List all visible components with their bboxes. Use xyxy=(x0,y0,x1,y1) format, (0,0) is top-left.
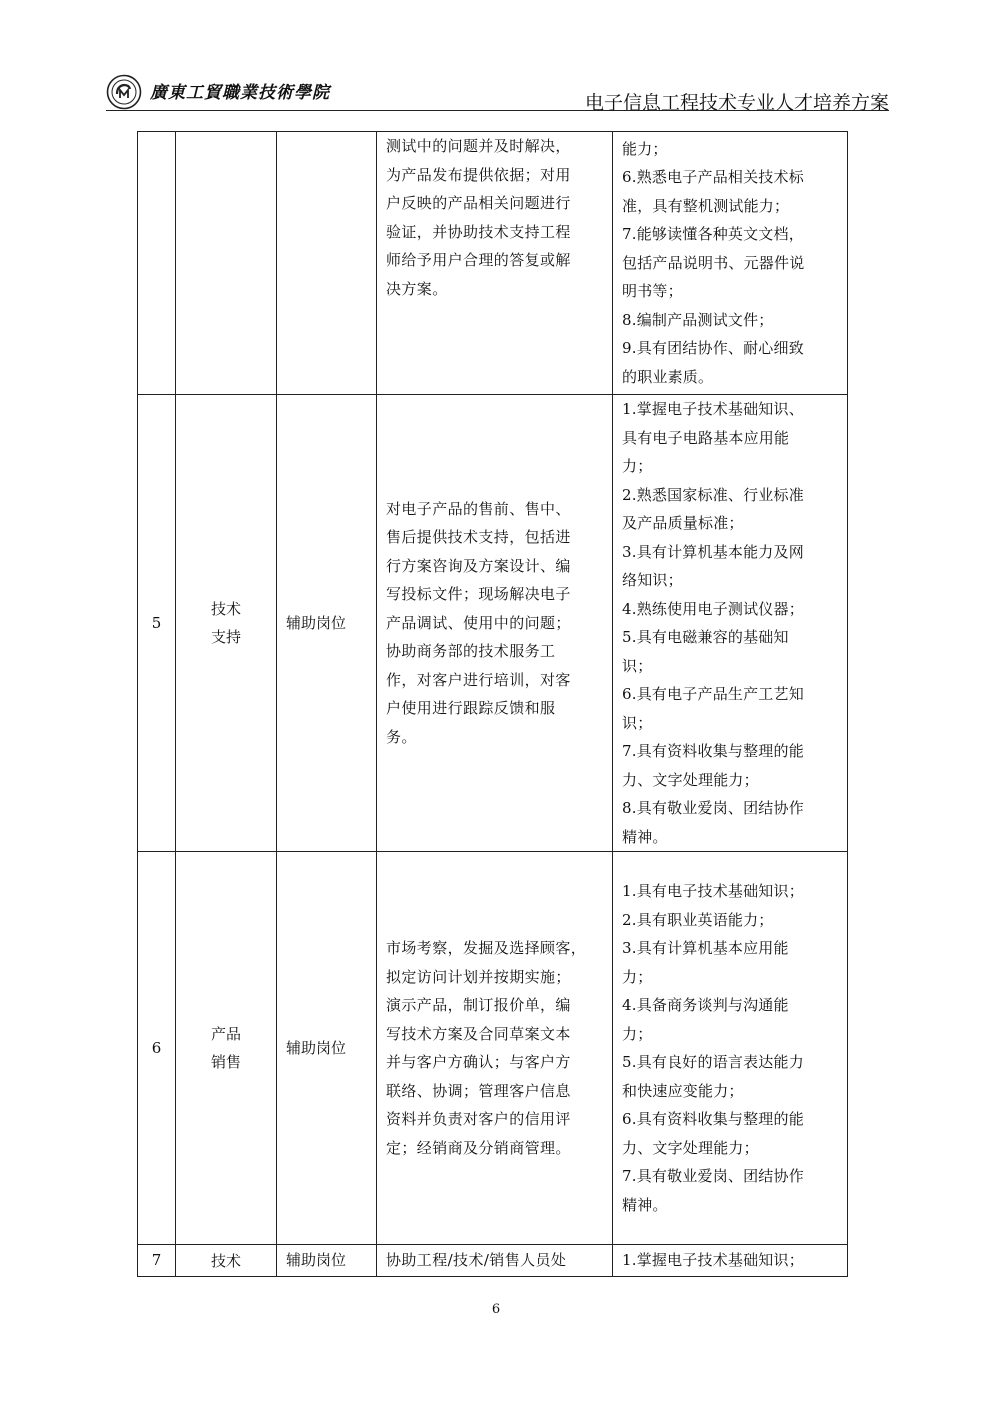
table-row xyxy=(138,852,848,1245)
job-duty-line: 户使用进行跟踪反馈和服 xyxy=(386,699,556,718)
career-position-table xyxy=(137,131,848,1277)
table-row xyxy=(138,132,848,395)
job-duty-line: 作，对客户进行培训，对客 xyxy=(386,670,571,689)
job-duty-line: 写技术方案及合同草案文本 xyxy=(386,1024,571,1043)
position-type-cell: 辅助岗位 xyxy=(277,852,377,1245)
row-number-cell xyxy=(138,132,176,395)
ability-requirement-line: 准，具有整机测试能力； xyxy=(622,196,790,215)
ability-requirement-line: 2.熟悉国家标准、行业标准 xyxy=(622,485,804,504)
ability-requirement-line: 6.具有资料收集与整理的能 xyxy=(622,1110,804,1128)
job-duty-line: 对电子产品的售前、售中、 xyxy=(386,499,571,518)
job-duty-line: 行方案咨询及方案设计、编 xyxy=(386,556,571,575)
position-name-line: 支持 xyxy=(210,628,241,646)
ability-requirement-line: 精神。 xyxy=(622,827,668,846)
job-duty-line: 联络、协调；管理客户信息 xyxy=(386,1081,571,1100)
ability-requirement-line: 力； xyxy=(622,1024,653,1043)
job-duty-line: 售后提供技术支持，包括进 xyxy=(386,528,571,547)
ability-requirement-line: 力； xyxy=(622,967,653,986)
ability-requirement-line: 8.具有敬业爱岗、团结协作 xyxy=(622,799,804,817)
ability-requirement-line: 8.编制产品测试文件； xyxy=(622,310,774,329)
page-number: 6 xyxy=(491,1302,501,1317)
ability-requirement-line: 明书等； xyxy=(622,282,683,301)
ability-requirement-line: 能力； xyxy=(622,139,668,158)
document-title: 电子信息工程技术专业人才培养方案 xyxy=(584,92,889,114)
ability-requirement-line: 7.能够读懂各种英文文档， xyxy=(622,225,804,244)
ability-requirement-cell xyxy=(613,852,848,1245)
ability-requirement-line: 力、文字处理能力； xyxy=(622,1138,759,1157)
ability-requirement-line: 络知识； xyxy=(622,571,683,589)
job-duty-line: 户反映的产品相关问题进行 xyxy=(386,194,571,212)
job-duty-line: 测试中的问题并及时解决， xyxy=(386,137,571,155)
ability-requirement-line: 和快速应变能力； xyxy=(622,1081,744,1100)
job-duty-cell xyxy=(377,1245,613,1277)
ability-requirement-line: 包括产品说明书、元器件说 xyxy=(622,253,805,272)
job-duty-cell xyxy=(377,852,613,1245)
ability-requirement-line: 7.具有资料收集与整理的能 xyxy=(622,742,804,760)
school-name: 廣東工貿職業技術學院 xyxy=(150,83,330,103)
job-duty-line: 拟定访问计划并按期实施； xyxy=(386,967,571,986)
ability-requirement-line: 精神。 xyxy=(622,1195,668,1214)
ability-requirement-line: 5.具有电磁兼容的基础知 xyxy=(622,628,789,646)
ability-requirement-line: 具有电子电路基本应用能 xyxy=(622,428,790,447)
ability-requirement-line: 及产品质量标准； xyxy=(622,514,744,532)
job-duty-line: 演示产品，制订报价单，编 xyxy=(386,996,571,1014)
position-type-cell: 辅助岗位 xyxy=(277,395,377,852)
page-header xyxy=(106,72,889,114)
ability-requirement-line: 6.熟悉电子产品相关技术标 xyxy=(622,168,804,187)
job-duty-line: 产品调试、使用中的问题； xyxy=(386,613,571,632)
ability-requirement-line: 1.具有电子技术基础知识； xyxy=(622,882,804,900)
ability-requirement-line: 识； xyxy=(622,713,653,732)
job-duty-line: 定；经销商及分销商管理。 xyxy=(386,1138,571,1157)
ability-requirement-line: 1.掌握电子技术基础知识、 xyxy=(622,400,804,418)
position-name-line: 技术 xyxy=(210,1251,241,1270)
position-name-cell xyxy=(176,1245,277,1277)
job-duty-line: 验证，并协助技术支持工程 xyxy=(386,222,571,241)
position-name-cell xyxy=(176,852,277,1245)
ability-requirement-line: 4.具备商务谈判与沟通能 xyxy=(622,996,789,1014)
position-name-cell xyxy=(176,395,277,852)
ability-requirement-line: 2.具有职业英语能力； xyxy=(622,910,774,929)
school-logo-icon xyxy=(106,74,142,110)
job-duty-line: 协助工程/技术/销售人员处 xyxy=(386,1251,567,1270)
ability-requirement-cell xyxy=(613,1245,848,1277)
row-number-cell: 7 xyxy=(138,1245,176,1277)
position-name-line: 销售 xyxy=(210,1053,241,1071)
ability-requirement-line: 4.熟练使用电子测试仪器； xyxy=(622,599,804,618)
ability-requirement-line: 1.掌握电子技术基础知识； xyxy=(622,1251,804,1270)
ability-requirement-line: 6.具有电子产品生产工艺知 xyxy=(622,685,804,703)
job-duty-line: 写投标文件；现场解决电子 xyxy=(386,585,571,604)
job-duty-cell xyxy=(377,395,613,852)
job-duty-cell xyxy=(377,132,613,395)
job-duty-line: 为产品发布提供依据；对用 xyxy=(386,165,571,184)
position-name-cell xyxy=(176,132,277,395)
ability-requirement-line: 力、文字处理能力； xyxy=(622,770,759,789)
row-number-cell: 5 xyxy=(138,395,176,852)
job-duty-line: 决方案。 xyxy=(386,279,448,298)
header-divider xyxy=(106,110,889,111)
ability-requirement-line: 9.具有团结协作、耐心细致 xyxy=(622,339,804,358)
ability-requirement-line: 3.具有计算机基本能力及网 xyxy=(622,542,804,561)
position-type-cell: 辅助岗位 xyxy=(277,1245,377,1277)
position-name-line: 产品 xyxy=(210,1025,241,1043)
job-duty-line: 市场考察，发掘及选择顾客， xyxy=(386,939,587,957)
ability-requirement-line: 力； xyxy=(622,457,653,475)
ability-requirement-line: 3.具有计算机基本应用能 xyxy=(622,939,789,957)
ability-requirement-line: 5.具有良好的语言表达能力 xyxy=(622,1053,804,1071)
ability-requirement-cell xyxy=(613,132,848,395)
table-row xyxy=(138,1245,848,1277)
ability-requirement-line: 7.具有敬业爱岗、团结协作 xyxy=(622,1167,804,1185)
position-type-cell xyxy=(277,132,377,395)
ability-requirement-line: 的职业素质。 xyxy=(622,367,714,386)
job-duty-line: 协助商务部的技术服务工 xyxy=(386,642,556,661)
job-duty-line: 务。 xyxy=(386,727,417,746)
job-duty-line: 师给予用户合理的答复或解 xyxy=(386,251,571,269)
position-name-line: 技术 xyxy=(210,600,241,618)
job-duty-line: 并与客户方确认；与客户方 xyxy=(386,1053,571,1071)
table-row xyxy=(138,395,848,852)
ability-requirement-line: 识； xyxy=(622,656,653,675)
ability-requirement-cell xyxy=(613,395,848,852)
row-number-cell: 6 xyxy=(138,852,176,1245)
job-duty-line: 资料并负责对客户的信用评 xyxy=(386,1110,571,1128)
